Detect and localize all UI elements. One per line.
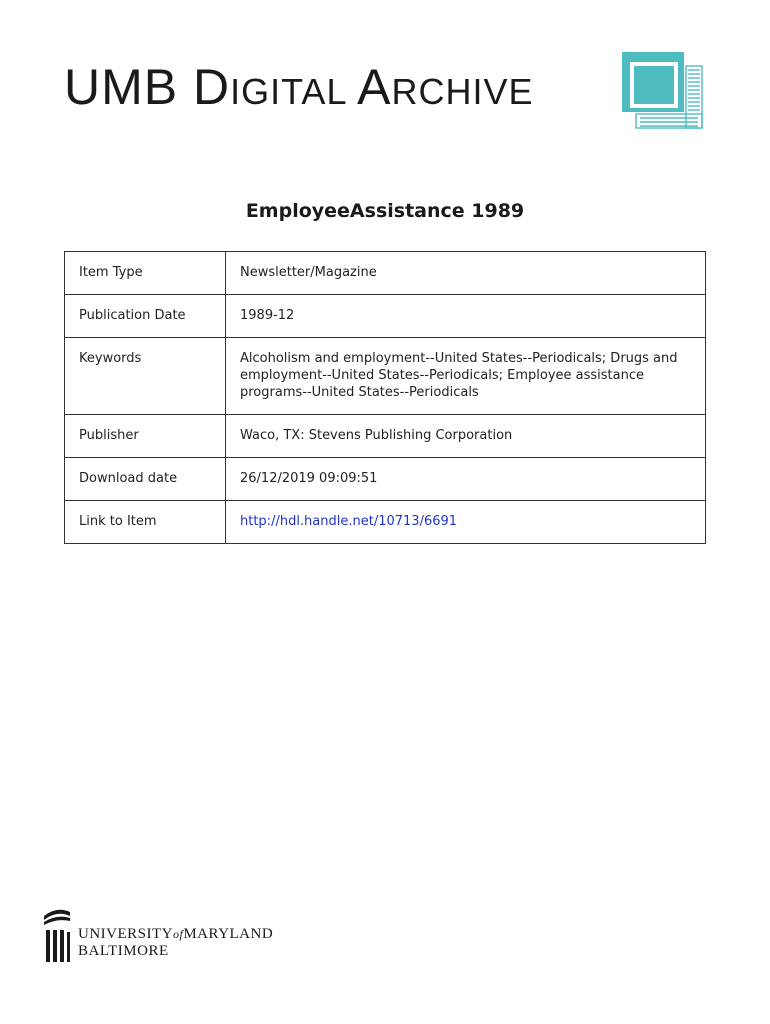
table-row	[65, 458, 706, 501]
metadata-table	[64, 251, 706, 544]
wordmark-umb: UMB	[64, 59, 193, 115]
archive-wordmark	[64, 59, 534, 115]
umb-pillars-icon	[42, 906, 72, 964]
university-word: UNIVERSITY	[78, 926, 173, 942]
table-row	[65, 295, 706, 338]
wordmark-rchive: RCHIVE	[391, 71, 534, 112]
table-row	[65, 501, 706, 544]
item-link[interactable]: http://hdl.handle.net/10713/6691	[240, 514, 458, 529]
keywords-value: Alcoholism and employment--United States--Periodicals; Drugs and employment--United States--Periodicals; Employee assistance programs--United States--Periodicals	[226, 338, 706, 415]
publisher-label: Publisher	[65, 415, 226, 458]
of-word: of	[173, 927, 184, 941]
download-date-value: 26/12/2019 09:09:51	[226, 458, 706, 501]
table-row	[65, 415, 706, 458]
wordmark-d: D	[193, 59, 231, 115]
university-name-line1	[78, 926, 273, 943]
download-date-label: Download date	[65, 458, 226, 501]
maryland-word: MARYLAND	[183, 926, 274, 942]
item-type-value: Newsletter/Magazine	[226, 252, 706, 295]
link-to-item-label: Link to Item	[65, 501, 226, 544]
wordmark-a: A	[357, 59, 392, 115]
publication-date-value: 1989-12	[226, 295, 706, 338]
table-row	[65, 338, 706, 415]
publication-date-label: Publication Date	[65, 295, 226, 338]
university-name-line2: BALTIMORE	[78, 943, 169, 959]
university-logo	[42, 906, 292, 968]
item-type-label: Item Type	[65, 252, 226, 295]
publisher-value: Waco, TX: Stevens Publishing Corporation	[226, 415, 706, 458]
overlapping-squares-icon	[622, 52, 706, 132]
link-to-item-cell	[226, 501, 706, 544]
wordmark-igital: IGITAL	[230, 71, 358, 112]
document-title: EmployeeAssistance 1989	[245, 200, 525, 222]
table-row	[65, 252, 706, 295]
archive-logo	[64, 52, 710, 136]
keywords-label: Keywords	[65, 338, 226, 415]
